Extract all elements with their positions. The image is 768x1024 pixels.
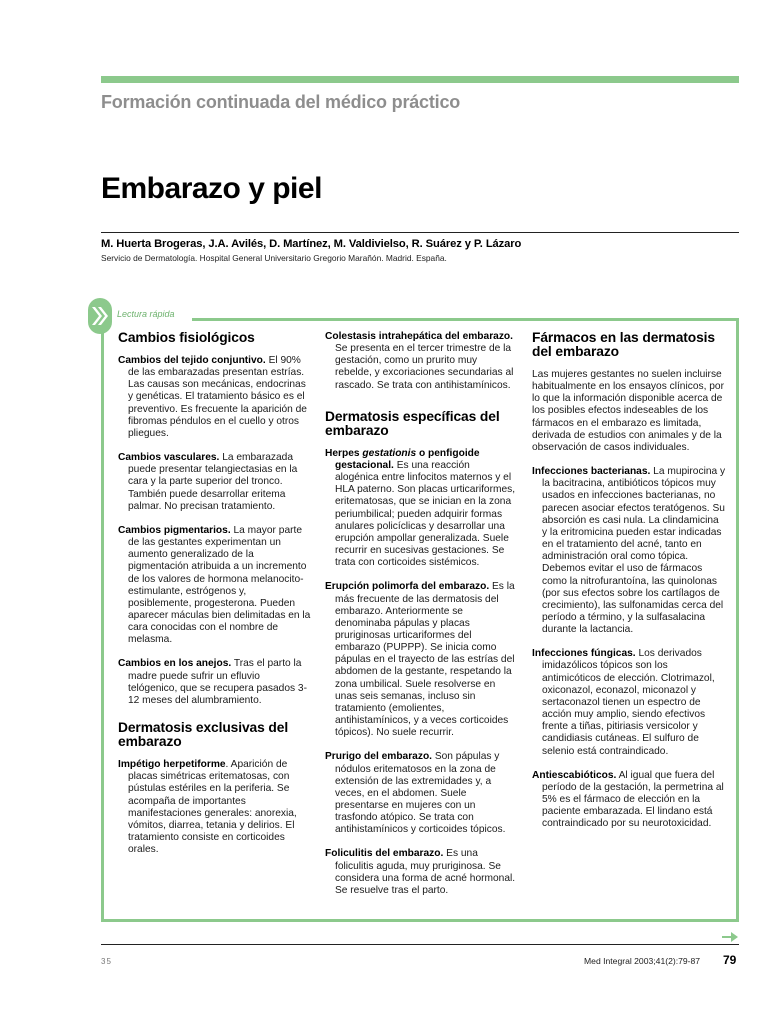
page-code: 35 xyxy=(101,957,112,966)
column-2 xyxy=(325,331,516,909)
paragraph: Foliculitis del embarazo. Es una foliculitis aguda, muy pruriginosa. Se considera una forma de acné hormonal. Se resuelve tras el parto. xyxy=(325,848,516,896)
header-accent-bar xyxy=(101,76,739,83)
journal-citation: Med Integral 2003;41(2):79-87 xyxy=(584,956,701,966)
article-title: Embarazo y piel xyxy=(101,172,322,205)
section-heading: Cambios fisiológicos xyxy=(118,330,255,345)
section-series-title: Formación continuada del médico práctico xyxy=(101,92,461,112)
paragraph: Cambios pigmentarios. La mayor parte de las gestantes experimentan un aumento generalizado de la pigmentación atribuida a un incremento de los valores de hormona melanocito-estimulante, estrógenos y, posiblemente, progesterona. Pueden aparecer máculas bien delimitadas en la cara conocidas con el nombre de melasma. xyxy=(118,524,311,646)
paragraph: Herpes gestationis o penfigoide gestacional. Es una reacción alogénica entre linfocitos maternos y el HLA paterno. Son placas urticariformes, eritematosas, que se inician en la zona periumbilical; pueden adquirir formas anulares policíclicas y desarrollar una erupción ampollar generalizada. Suele recurrir en sucesivas gestaciones. Se trata con corticoides sistémicos. xyxy=(325,447,516,569)
paragraph: Las mujeres gestantes no suelen incluirse habitualmente en los ensayos clínicos, por lo que la información disponible acerca de los posibles efectos indeseables de los fármacos en el embarazo es limitada, derivada de estudios con animales y de la observación de casos individuales. xyxy=(532,369,724,453)
paragraph: Cambios del tejido conjuntivo. El 90% de las embarazadas presentan estrías. Las causas son mecánicas, endocrinas y genéticas. El tratamiento básico es el preventivo. Es frecuente la aparición de fibromas péndulos en el cuello y otros pliegues. xyxy=(118,355,307,439)
paragraph: Cambios en los anejos. Tras el parto la madre puede sufrir un efluvio telógenico, que se recupera pasados 3-12 meses del alumbramiento. xyxy=(118,658,307,706)
column-3 xyxy=(532,331,726,842)
paragraph: Colestasis intrahepática del embarazo. Se presenta en el tercer trimestre de la gestación, como un prurito muy rebelde, y excoriaciones secundarias al rascado. Se trata con antihistamínicos. xyxy=(325,331,514,391)
quick-read-label: Lectura rápida xyxy=(117,309,175,319)
paragraph: Prurigo del embarazo. Son pápulas y nódulos eritematosos en la zona de extensión de las extremidades y, a veces, en el abdomen. Suele presentarse en mujeres con un trasfondo atópico. Se trata con antihistamínicos y corticoides tópicos. xyxy=(325,751,506,836)
paragraph: Impétigo herpetiforme. Aparición de placas simétricas eritematosas, con pústulas estériles en la periferia. Se acompaña de importantes manifestaciones generales: anorexia, vómitos, diarrea, tetania y delirios. El tratamiento consiste en corticoides orales. xyxy=(118,759,297,856)
paragraph: Antiescabióticos. Al igual que fuera del período de la gestación, la permetrina al 5% es el fármaco de elección en la paciente embarazada. El lindano está contraindicado por su neurotoxicidad. xyxy=(532,769,724,830)
section-heading: Dermatosis exclusivas del embarazo xyxy=(118,720,289,750)
paragraph: Infecciones bacterianas. La mupirocina y la bacitracina, antibióticos tópicos muy usados en infecciones bacterianas, no parecen asociar efectos teratógenos. Su absorción es casi nula. La clindamicina y la eritromicina pueden estar indicadas en el tratamiento del acné, tanto en administración oral como tópica. Debemos evitar el uso de fármacos como la nitrofurantoína, las quinolonas (por sus efectos sobre los cartílagos de crecimiento), las sulfonamidas cerca del período a término, y la sulfasalacina durante la lactancia. xyxy=(532,466,726,636)
section-heading: Dermatosis específicas del embarazo xyxy=(325,408,500,438)
paragraph: Erupción polimorfa del embarazo. Es la más frecuente de las dermatosis del embarazo. Anteriormente se denominaba pápulas y placas pruriginosas urticariformes del embarazo (PUPPP). Se inicia como pápulas en el trayecto de las estrías del abdomen de la gestante, respetando la zona umbilical. Suele resolverse en unas seis semanas, incluso sin tratamiento (emolientes, antihistamínicos, y a veces corticoides tópicos). No suele recurrir. xyxy=(325,581,515,739)
footer-divider xyxy=(101,944,739,945)
author-affiliation: Servicio de Dermatología. Hospital General Universitario Gregorio Marañón. Madrid. España. xyxy=(101,253,447,263)
double-chevron-icon xyxy=(88,298,112,334)
page-number: 79 xyxy=(723,953,737,967)
column-1 xyxy=(118,331,312,868)
title-divider xyxy=(101,232,739,233)
paragraph: Cambios vasculares. La embarazada puede presentar telangiectasias en la cara y la parte superior del tronco. También puede desarrollar eritema palmar. No precisan tratamiento. xyxy=(118,452,298,512)
paragraph: Infecciones fúngicas. Los derivados imidazólicos tópicos son los antimicóticos de elección. Clotrimazol, oxiconazol, econazol, miconazol y sertaconazol tienen un espectro de acción muy amplio, siendo efectivos frente a tiñas, pitiriasis versicolor y candidiasis cutáneas. El sulfuro de selenio está contraindicado. xyxy=(532,648,715,757)
section-heading: Fármacos en las dermatosis del embarazo xyxy=(532,330,715,359)
article-authors: M. Huerta Brogeras, J.A. Avilés, D. Martínez, M. Valdivielso, R. Suárez y P. Lázaro xyxy=(101,238,522,250)
